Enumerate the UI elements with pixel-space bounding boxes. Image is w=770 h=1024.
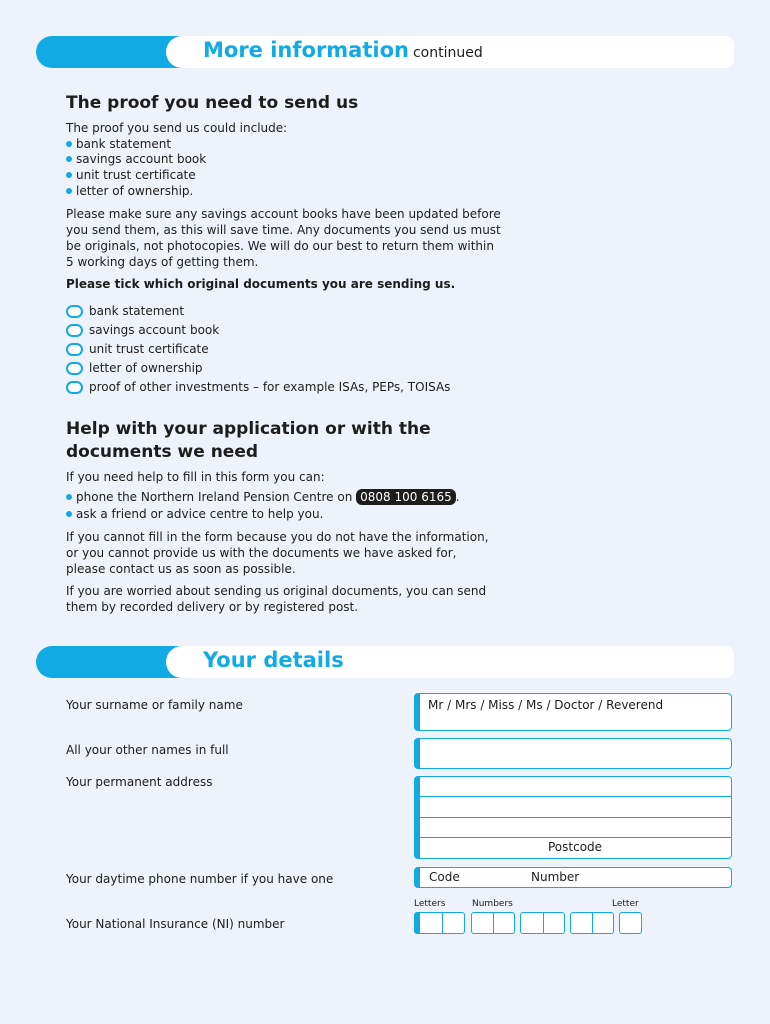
checkbox-icon[interactable]	[66, 324, 83, 337]
ni-numbers-input-1[interactable]	[471, 912, 515, 934]
ni-label: Your National Insurance (NI) number	[66, 917, 285, 931]
bullet-icon	[66, 156, 72, 162]
ni-box-divider	[543, 913, 544, 933]
ni-letter-caption: Letter	[612, 899, 639, 909]
checkbox-label: bank statement	[89, 304, 185, 318]
proof-paragraph-line: Please make sure any savings account books have been updated before	[66, 207, 501, 221]
checkbox-unit-trust-certificate[interactable]	[66, 341, 209, 357]
list-item-text: ask a friend or advice centre to help you.	[76, 507, 324, 521]
list-item-text: phone the Northern Ireland Pension Centre on	[76, 490, 353, 504]
surname-field[interactable]	[414, 693, 732, 731]
section-title-text: More information	[203, 38, 409, 62]
tick-instruction: Please tick which original documents you are sending us.	[66, 277, 456, 291]
help-paragraph-line: If you cannot fill in the form because you do not have the information,	[66, 530, 489, 544]
proof-paragraph-line: be originals, not photocopies. We will do our best to return them within	[66, 239, 494, 253]
phone-label: Your daytime phone number if you have one	[66, 872, 334, 886]
address-field[interactable]	[414, 776, 732, 859]
bullet-icon	[66, 188, 72, 194]
bullet-icon	[66, 141, 72, 147]
code-label: Code	[429, 870, 460, 884]
address-label: Your permanent address	[66, 775, 213, 789]
checkbox-label: proof of other investments – for example ISAs, PEPs, TOISAs	[89, 380, 451, 394]
phone-field[interactable]	[414, 867, 732, 888]
bullet-icon	[66, 494, 72, 500]
help-heading-line2: documents we need	[66, 442, 259, 462]
checkbox-savings-account-book[interactable]	[66, 322, 219, 338]
checkbox-icon[interactable]	[66, 305, 83, 318]
number-label: Number	[531, 870, 580, 884]
checkbox-label: letter of ownership	[89, 361, 203, 375]
proof-paragraph-line: 5 working days of getting them.	[66, 255, 259, 269]
ni-letters-input[interactable]	[414, 912, 465, 934]
section-title	[203, 38, 483, 62]
surname-label: Your surname or family name	[66, 698, 243, 712]
bullet-icon	[66, 511, 72, 517]
ni-numbers-caption: Numbers	[472, 899, 513, 909]
proof-intro: The proof you send us could include:	[66, 121, 288, 135]
section-banner-your-details	[36, 646, 734, 678]
help-paragraph-line: them by recorded delivery or by registered post.	[66, 600, 359, 614]
help-paragraph-line: If you are worried about sending us original documents, you can send	[66, 584, 487, 598]
ni-numbers-input-3[interactable]	[570, 912, 614, 934]
list-item	[66, 167, 196, 183]
help-intro: If you need help to fill in this form you can:	[66, 470, 325, 484]
list-item-text: unit trust certificate	[76, 168, 196, 182]
title-options: Mr / Mrs / Miss / Ms / Doctor / Reverend	[428, 698, 664, 712]
other-names-field[interactable]	[414, 738, 732, 769]
ni-numbers-input-2[interactable]	[520, 912, 565, 934]
list-item	[66, 489, 460, 505]
checkbox-icon[interactable]	[66, 381, 83, 394]
checkbox-label: unit trust certificate	[89, 342, 209, 356]
ni-box-divider	[442, 913, 443, 933]
ni-box-divider	[493, 913, 494, 933]
ni-box-divider	[592, 913, 593, 933]
list-item	[66, 183, 193, 199]
proof-heading: The proof you need to send us	[66, 93, 359, 113]
section-subtitle: continued	[412, 45, 483, 61]
section-banner-more-information	[36, 36, 734, 68]
postcode-label: Postcode	[548, 840, 603, 854]
bullet-icon	[66, 172, 72, 178]
checkbox-other-investments[interactable]	[66, 379, 450, 395]
checkbox-icon[interactable]	[66, 343, 83, 356]
list-item-text: savings account book	[76, 152, 207, 166]
list-item	[66, 506, 323, 522]
help-heading-line1: Help with your application or with the	[66, 419, 431, 439]
ni-letters-caption: Letters	[414, 899, 446, 909]
list-item	[66, 136, 171, 152]
phone-number: 0808 100 6165	[356, 489, 456, 505]
section-title: Your details	[203, 648, 344, 672]
checkbox-letter-of-ownership[interactable]	[66, 360, 203, 376]
checkbox-bank-statement[interactable]	[66, 303, 184, 319]
list-item-text: letter of ownership.	[76, 184, 194, 198]
address-line-divider	[420, 837, 731, 838]
list-item-text: bank statement	[76, 137, 172, 151]
address-line-divider	[420, 796, 731, 797]
proof-paragraph-line: you send them, as this will save time. Any documents you send us must	[66, 223, 501, 237]
checkbox-label: savings account book	[89, 323, 220, 337]
ni-letter-input[interactable]	[619, 912, 642, 934]
list-item-end: .	[455, 490, 460, 504]
list-item	[66, 151, 206, 167]
checkbox-icon[interactable]	[66, 362, 83, 375]
address-line-divider	[420, 817, 731, 818]
help-paragraph-line: please contact us as soon as possible.	[66, 562, 296, 576]
other-names-label: All your other names in full	[66, 743, 229, 757]
help-paragraph-line: or you cannot provide us with the documents we have asked for,	[66, 546, 457, 560]
